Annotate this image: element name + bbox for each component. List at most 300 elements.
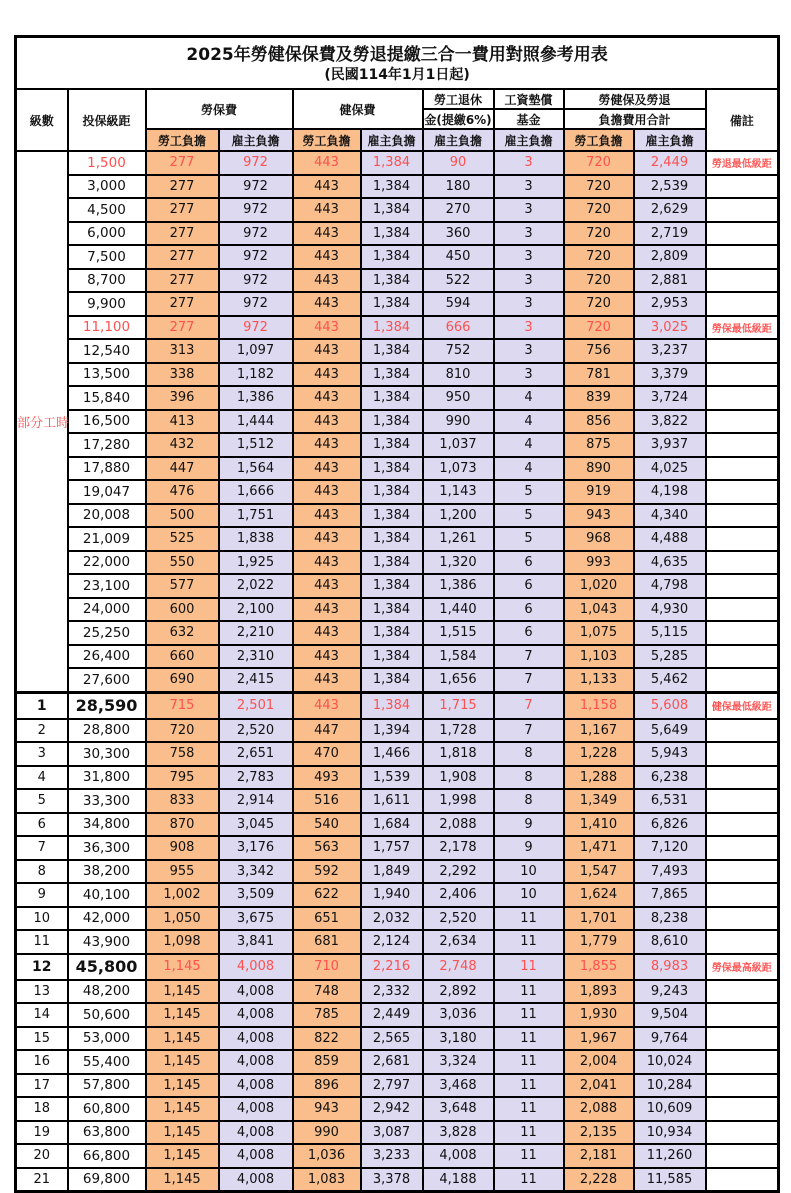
pension-employer-cell: 1,143	[423, 480, 494, 504]
bracket-cell: 31,800	[68, 766, 146, 790]
labor-employee-cell: 432	[146, 433, 219, 457]
note-cell	[706, 410, 779, 434]
wage-fund-employer-cell: 7	[494, 668, 564, 692]
labor-employer-cell: 1,512	[219, 433, 293, 457]
wage-fund-employer-cell: 4	[494, 433, 564, 457]
pension-employer-cell: 1,386	[423, 574, 494, 598]
wage-fund-employer-cell: 11	[494, 1027, 564, 1051]
total-employer-cell: 8,610	[634, 930, 706, 954]
health-employee-cell: 443	[293, 175, 361, 199]
bracket-cell: 12,540	[68, 339, 146, 363]
health-employer-cell: 1,384	[361, 292, 423, 316]
labor-employer-cell: 4,008	[219, 980, 293, 1004]
pension-employer-cell: 3,180	[423, 1027, 494, 1051]
health-employer-cell: 1,539	[361, 766, 423, 790]
total-employer-cell: 9,504	[634, 1003, 706, 1027]
table-row	[16, 598, 779, 622]
labor-employee-cell: 577	[146, 574, 219, 598]
total-employee-cell: 943	[564, 504, 634, 528]
bracket-cell: 4,500	[68, 198, 146, 222]
health-employer-cell: 1,384	[361, 480, 423, 504]
total-employee-cell: 2,088	[564, 1097, 634, 1121]
total-employer-cell: 7,493	[634, 860, 706, 884]
total-employee-cell: 1,288	[564, 766, 634, 790]
level-cell: 2	[16, 719, 68, 743]
total-employee-cell: 839	[564, 386, 634, 410]
labor-employer-cell: 972	[219, 222, 293, 246]
wage-fund-employer-cell: 11	[494, 1050, 564, 1074]
health-employer-cell: 2,124	[361, 930, 423, 954]
health-employee-cell: 443	[293, 245, 361, 269]
wage-fund-employer-cell: 4	[494, 386, 564, 410]
wage-fund-employer-cell: 6	[494, 551, 564, 575]
wage-fund-employer-cell: 3	[494, 363, 564, 387]
total-employee-cell: 720	[564, 222, 634, 246]
table-row	[16, 527, 779, 551]
labor-employee-cell: 313	[146, 339, 219, 363]
pension-employer-cell: 2,178	[423, 836, 494, 860]
bracket-cell: 57,800	[68, 1074, 146, 1098]
bracket-cell: 40,100	[68, 883, 146, 907]
pension-employer-cell: 3,324	[423, 1050, 494, 1074]
note-cell: 健保最低級距	[706, 692, 779, 719]
subheader-labor-employer: 雇主負擔	[219, 129, 293, 151]
labor-employee-cell: 500	[146, 504, 219, 528]
health-employee-cell: 443	[293, 386, 361, 410]
health-employer-cell: 1,384	[361, 433, 423, 457]
bracket-cell: 63,800	[68, 1121, 146, 1145]
table-row	[16, 930, 779, 954]
health-employer-cell: 1,849	[361, 860, 423, 884]
health-employee-cell: 443	[293, 222, 361, 246]
note-cell	[706, 433, 779, 457]
labor-employee-cell: 396	[146, 386, 219, 410]
pension-employer-cell: 3,828	[423, 1121, 494, 1145]
pension-employer-cell: 1,200	[423, 504, 494, 528]
total-employer-cell: 4,930	[634, 598, 706, 622]
note-cell	[706, 789, 779, 813]
health-employer-cell: 1,384	[361, 175, 423, 199]
health-employee-cell: 592	[293, 860, 361, 884]
note-cell	[706, 480, 779, 504]
note-cell	[706, 1121, 779, 1145]
labor-employer-cell: 4,008	[219, 1003, 293, 1027]
health-employer-cell: 1,384	[361, 363, 423, 387]
health-employee-cell: 443	[293, 339, 361, 363]
level-cell: 21	[16, 1168, 68, 1192]
table-row	[16, 222, 779, 246]
labor-employer-cell: 3,509	[219, 883, 293, 907]
level-cell: 19	[16, 1121, 68, 1145]
wage-fund-employer-cell: 10	[494, 883, 564, 907]
labor-employer-cell: 2,100	[219, 598, 293, 622]
pension-employer-cell: 1,998	[423, 789, 494, 813]
total-employee-cell: 720	[564, 292, 634, 316]
health-employer-cell: 1,394	[361, 719, 423, 743]
pension-employer-cell: 270	[423, 198, 494, 222]
fee-table	[14, 35, 780, 1193]
total-employee-cell: 875	[564, 433, 634, 457]
health-employee-cell: 443	[293, 504, 361, 528]
health-employee-cell: 859	[293, 1050, 361, 1074]
bracket-cell: 22,000	[68, 551, 146, 575]
health-employer-cell: 1,384	[361, 574, 423, 598]
part-time-label-cell: 部分工時	[16, 151, 68, 692]
wage-fund-employer-cell: 8	[494, 742, 564, 766]
health-employee-cell: 651	[293, 907, 361, 931]
health-employer-cell: 1,384	[361, 692, 423, 719]
health-employee-cell: 1,036	[293, 1144, 361, 1168]
bracket-cell: 53,000	[68, 1027, 146, 1051]
labor-employer-cell: 4,008	[219, 1144, 293, 1168]
total-employee-cell: 890	[564, 457, 634, 481]
health-employee-cell: 443	[293, 574, 361, 598]
note-cell	[706, 860, 779, 884]
labor-employee-cell: 795	[146, 766, 219, 790]
level-cell: 8	[16, 860, 68, 884]
table-body	[16, 151, 779, 1192]
health-employee-cell: 443	[293, 198, 361, 222]
health-employer-cell: 2,942	[361, 1097, 423, 1121]
total-employer-cell: 5,649	[634, 719, 706, 743]
note-cell	[706, 1097, 779, 1121]
health-employer-cell: 1,384	[361, 621, 423, 645]
labor-employee-cell: 1,145	[146, 1168, 219, 1192]
note-cell	[706, 1168, 779, 1192]
health-employee-cell: 443	[293, 480, 361, 504]
pension-employer-cell: 1,728	[423, 719, 494, 743]
pension-employer-cell: 752	[423, 339, 494, 363]
note-cell	[706, 363, 779, 387]
health-employer-cell: 1,384	[361, 668, 423, 692]
labor-employee-cell: 870	[146, 813, 219, 837]
labor-employer-cell: 4,008	[219, 1050, 293, 1074]
pension-employer-cell: 360	[423, 222, 494, 246]
wage-fund-employer-cell: 6	[494, 598, 564, 622]
health-employee-cell: 470	[293, 742, 361, 766]
health-employee-cell: 443	[293, 645, 361, 669]
bracket-cell: 36,300	[68, 836, 146, 860]
bracket-cell: 6,000	[68, 222, 146, 246]
page-title: 2025年勞健保保費及勞退提繳三合一費用對照參考用表	[186, 44, 608, 65]
table-row	[16, 292, 779, 316]
bracket-cell: 27,600	[68, 668, 146, 692]
pension-employer-cell: 2,892	[423, 980, 494, 1004]
health-employer-cell: 1,384	[361, 457, 423, 481]
wage-fund-employer-cell: 3	[494, 316, 564, 340]
total-employee-cell: 1,133	[564, 668, 634, 692]
labor-employee-cell: 1,050	[146, 907, 219, 931]
note-cell	[706, 269, 779, 293]
col-header-pension-line1: 勞工退休	[423, 89, 494, 109]
note-cell	[706, 198, 779, 222]
labor-employer-cell: 2,651	[219, 742, 293, 766]
total-employee-cell: 1,624	[564, 883, 634, 907]
table-row	[16, 954, 779, 980]
level-cell: 15	[16, 1027, 68, 1051]
total-employee-cell: 781	[564, 363, 634, 387]
labor-employer-cell: 2,022	[219, 574, 293, 598]
total-employer-cell: 10,284	[634, 1074, 706, 1098]
bracket-cell: 69,800	[68, 1168, 146, 1192]
pension-employer-cell: 1,073	[423, 457, 494, 481]
total-employer-cell: 4,025	[634, 457, 706, 481]
table-row	[16, 1168, 779, 1192]
table-row	[16, 766, 779, 790]
pension-employer-cell: 1,908	[423, 766, 494, 790]
level-cell: 1	[16, 692, 68, 719]
bracket-cell: 23,100	[68, 574, 146, 598]
health-employer-cell: 2,797	[361, 1074, 423, 1098]
total-employer-cell: 5,285	[634, 645, 706, 669]
pension-employer-cell: 522	[423, 269, 494, 293]
wage-fund-employer-cell: 9	[494, 813, 564, 837]
health-employee-cell: 785	[293, 1003, 361, 1027]
health-employer-cell: 1,611	[361, 789, 423, 813]
pension-employer-cell: 1,818	[423, 742, 494, 766]
pension-employer-cell: 4,188	[423, 1168, 494, 1192]
health-employee-cell: 748	[293, 980, 361, 1004]
labor-employer-cell: 972	[219, 292, 293, 316]
note-cell	[706, 766, 779, 790]
labor-employee-cell: 1,145	[146, 954, 219, 980]
bracket-cell: 50,600	[68, 1003, 146, 1027]
labor-employer-cell: 3,675	[219, 907, 293, 931]
bracket-cell: 30,300	[68, 742, 146, 766]
wage-fund-employer-cell: 11	[494, 1144, 564, 1168]
pension-employer-cell: 1,584	[423, 645, 494, 669]
health-employer-cell: 1,384	[361, 410, 423, 434]
col-header-health-insurance: 健保費	[293, 89, 423, 129]
total-employee-cell: 1,349	[564, 789, 634, 813]
pension-employer-cell: 2,748	[423, 954, 494, 980]
wage-fund-employer-cell: 8	[494, 789, 564, 813]
bracket-cell: 11,100	[68, 316, 146, 340]
total-employee-cell: 1,410	[564, 813, 634, 837]
col-header-level: 級數	[16, 89, 68, 151]
total-employer-cell: 6,826	[634, 813, 706, 837]
total-employer-cell: 6,238	[634, 766, 706, 790]
health-employer-cell: 2,032	[361, 907, 423, 931]
pension-employer-cell: 1,261	[423, 527, 494, 551]
health-employee-cell: 710	[293, 954, 361, 980]
health-employee-cell: 563	[293, 836, 361, 860]
total-employer-cell: 7,865	[634, 883, 706, 907]
table-row	[16, 410, 779, 434]
health-employer-cell: 2,216	[361, 954, 423, 980]
note-cell	[706, 574, 779, 598]
bracket-cell: 28,590	[68, 692, 146, 719]
health-employer-cell: 1,384	[361, 386, 423, 410]
health-employee-cell: 443	[293, 269, 361, 293]
col-header-wage-fund-line2: 基金	[494, 109, 564, 129]
labor-employer-cell: 2,783	[219, 766, 293, 790]
labor-employee-cell: 1,145	[146, 1074, 219, 1098]
labor-employee-cell: 1,145	[146, 1121, 219, 1145]
table-row	[16, 1144, 779, 1168]
labor-employer-cell: 1,564	[219, 457, 293, 481]
note-cell	[706, 292, 779, 316]
wage-fund-employer-cell: 8	[494, 766, 564, 790]
health-employee-cell: 1,083	[293, 1168, 361, 1192]
note-cell	[706, 1050, 779, 1074]
level-cell: 6	[16, 813, 68, 837]
labor-employee-cell: 525	[146, 527, 219, 551]
labor-employee-cell: 720	[146, 719, 219, 743]
total-employee-cell: 919	[564, 480, 634, 504]
bracket-cell: 66,800	[68, 1144, 146, 1168]
health-employee-cell: 516	[293, 789, 361, 813]
total-employee-cell: 1,075	[564, 621, 634, 645]
labor-employer-cell: 4,008	[219, 954, 293, 980]
total-employee-cell: 1,547	[564, 860, 634, 884]
health-employer-cell: 2,449	[361, 1003, 423, 1027]
bracket-cell: 55,400	[68, 1050, 146, 1074]
labor-employer-cell: 972	[219, 316, 293, 340]
wage-fund-employer-cell: 7	[494, 692, 564, 719]
table-row	[16, 175, 779, 199]
note-cell	[706, 598, 779, 622]
bracket-cell: 3,000	[68, 175, 146, 199]
table-row	[16, 1050, 779, 1074]
subheader-health-employer: 雇主負擔	[361, 129, 423, 151]
bracket-cell: 48,200	[68, 980, 146, 1004]
labor-employer-cell: 1,097	[219, 339, 293, 363]
labor-employee-cell: 1,098	[146, 930, 219, 954]
pension-employer-cell: 4,008	[423, 1144, 494, 1168]
level-cell: 5	[16, 789, 68, 813]
labor-employee-cell: 833	[146, 789, 219, 813]
labor-employee-cell: 1,145	[146, 1097, 219, 1121]
bracket-cell: 15,840	[68, 386, 146, 410]
health-employee-cell: 443	[293, 551, 361, 575]
subheader-labor-employee: 勞工負擔	[146, 129, 219, 151]
note-cell: 勞保最高級距	[706, 954, 779, 980]
labor-employer-cell: 2,415	[219, 668, 293, 692]
total-employee-cell: 993	[564, 551, 634, 575]
table-row	[16, 551, 779, 575]
labor-employee-cell: 908	[146, 836, 219, 860]
total-employee-cell: 2,004	[564, 1050, 634, 1074]
table-row	[16, 386, 779, 410]
header-row-1	[16, 89, 779, 109]
labor-employer-cell: 3,045	[219, 813, 293, 837]
wage-fund-employer-cell: 4	[494, 410, 564, 434]
wage-fund-employer-cell: 3	[494, 339, 564, 363]
bracket-cell: 7,500	[68, 245, 146, 269]
wage-fund-employer-cell: 11	[494, 1003, 564, 1027]
col-header-pension-line2: 金(提繳6%)	[423, 109, 494, 129]
total-employee-cell: 968	[564, 527, 634, 551]
level-cell: 18	[16, 1097, 68, 1121]
total-employer-cell: 2,809	[634, 245, 706, 269]
note-cell	[706, 222, 779, 246]
total-employer-cell: 9,764	[634, 1027, 706, 1051]
pension-employer-cell: 180	[423, 175, 494, 199]
total-employer-cell: 11,260	[634, 1144, 706, 1168]
total-employee-cell: 1,167	[564, 719, 634, 743]
wage-fund-employer-cell: 6	[494, 574, 564, 598]
labor-employee-cell: 476	[146, 480, 219, 504]
total-employer-cell: 2,953	[634, 292, 706, 316]
pension-employer-cell: 1,037	[423, 433, 494, 457]
wage-fund-employer-cell: 10	[494, 860, 564, 884]
total-employer-cell: 5,115	[634, 621, 706, 645]
table-row	[16, 480, 779, 504]
bracket-cell: 8,700	[68, 269, 146, 293]
health-employer-cell: 3,087	[361, 1121, 423, 1145]
health-employee-cell: 443	[293, 363, 361, 387]
health-employee-cell: 443	[293, 457, 361, 481]
table-row	[16, 363, 779, 387]
total-employer-cell: 2,449	[634, 151, 706, 175]
col-header-total-line1: 勞健保及勞退	[564, 89, 706, 109]
bracket-cell: 13,500	[68, 363, 146, 387]
wage-fund-employer-cell: 3	[494, 245, 564, 269]
labor-employee-cell: 690	[146, 668, 219, 692]
pension-employer-cell: 3,036	[423, 1003, 494, 1027]
wage-fund-employer-cell: 3	[494, 222, 564, 246]
pension-employer-cell: 450	[423, 245, 494, 269]
health-employee-cell: 990	[293, 1121, 361, 1145]
total-employee-cell: 1,893	[564, 980, 634, 1004]
bracket-cell: 19,047	[68, 480, 146, 504]
health-employee-cell: 493	[293, 766, 361, 790]
labor-employer-cell: 4,008	[219, 1097, 293, 1121]
note-cell	[706, 386, 779, 410]
bracket-cell: 20,008	[68, 504, 146, 528]
subheader-total-employee: 勞工負擔	[564, 129, 634, 151]
total-employee-cell: 2,228	[564, 1168, 634, 1192]
table-row	[16, 198, 779, 222]
health-employee-cell: 443	[293, 151, 361, 175]
health-employer-cell: 1,384	[361, 269, 423, 293]
pension-employer-cell: 90	[423, 151, 494, 175]
health-employer-cell: 1,384	[361, 645, 423, 669]
wage-fund-employer-cell: 11	[494, 954, 564, 980]
col-header-note: 備註	[706, 89, 779, 151]
level-cell: 20	[16, 1144, 68, 1168]
health-employer-cell: 1,384	[361, 198, 423, 222]
pension-employer-cell: 990	[423, 410, 494, 434]
bracket-cell: 38,200	[68, 860, 146, 884]
health-employee-cell: 540	[293, 813, 361, 837]
bracket-cell: 26,400	[68, 645, 146, 669]
total-employer-cell: 2,881	[634, 269, 706, 293]
fee-table-sheet	[14, 35, 777, 1193]
health-employer-cell: 1,384	[361, 222, 423, 246]
total-employer-cell: 4,340	[634, 504, 706, 528]
labor-employer-cell: 3,342	[219, 860, 293, 884]
health-employee-cell: 443	[293, 692, 361, 719]
total-employer-cell: 8,238	[634, 907, 706, 931]
total-employee-cell: 756	[564, 339, 634, 363]
bracket-cell: 45,800	[68, 954, 146, 980]
pension-employer-cell: 2,088	[423, 813, 494, 837]
health-employer-cell: 1,384	[361, 316, 423, 340]
health-employee-cell: 443	[293, 316, 361, 340]
labor-employee-cell: 660	[146, 645, 219, 669]
total-employer-cell: 4,198	[634, 480, 706, 504]
health-employee-cell: 681	[293, 930, 361, 954]
health-employee-cell: 943	[293, 1097, 361, 1121]
subheader-total-employer: 雇主負擔	[634, 129, 706, 151]
pension-employer-cell: 1,656	[423, 668, 494, 692]
level-cell: 4	[16, 766, 68, 790]
bracket-cell: 16,500	[68, 410, 146, 434]
wage-fund-employer-cell: 7	[494, 645, 564, 669]
wage-fund-employer-cell: 7	[494, 719, 564, 743]
